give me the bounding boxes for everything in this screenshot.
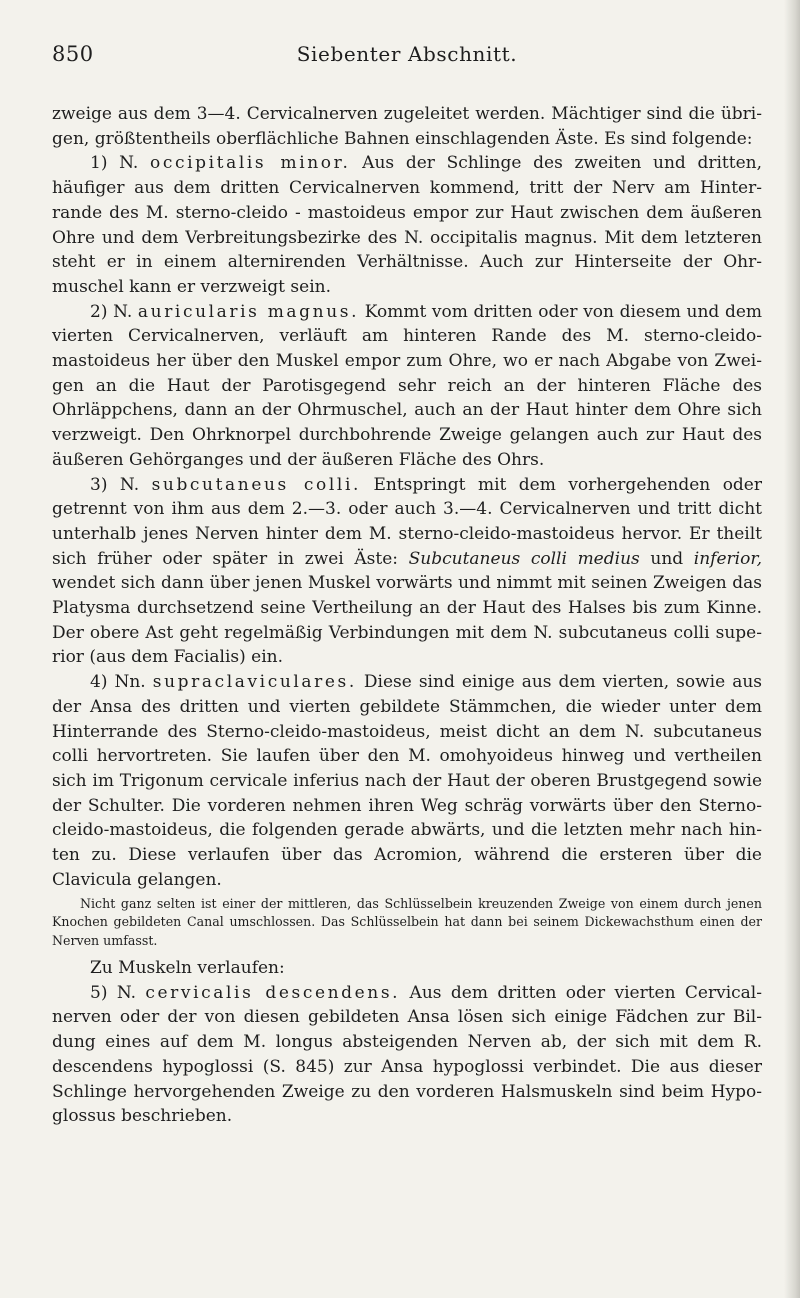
item-text: und <box>639 548 694 569</box>
page-header <box>52 42 762 78</box>
note-text: Nicht ganz selten ist einer der mittleren, das Schlüsselbein kreuzenden Zweige von einem durch jenen Knochen gebildeten Canal umschlossen. Das Schlüsselbein hat dann bei seinem Dickewachsthum einen der Nerven umfasst. <box>52 895 762 948</box>
item-text: Diese sind einige aus dem vierten, sowie aus der Ansa des dritten und vierten gebildete Stämmchen, die wieder unter dem Hinterrande des Sterno-cleido-mastoideus, meist dicht an dem N. subcutaneus colli hervortreten. Sie laufen über den M. omohyoideus hinweg und vertheilen sich im Trigonum cervicale inferius nach der Haut der oberen Brustgegend sowie der Schulter. Die vorderen nehmen ihren Weg schräg vorwärts über den Sterno-cleido-mastoideus, die folgenden gerade abwärts, und die letzten mehr nach hinten zu. Diese verlaufen über das Acromion, während die ersteren über die Clavicula gelangen. <box>52 672 763 890</box>
item-label: 1) N. <box>90 153 151 174</box>
subheading-muscles: Zu Muskeln verlaufen: <box>90 958 285 978</box>
nerve-name: auricularis magnus. <box>137 301 360 322</box>
body-text <box>52 102 762 1129</box>
nerve-name: occipitalis minor. <box>150 153 351 174</box>
paragraph-auricularis-magnus <box>52 300 762 473</box>
paragraph-occipitalis-minor <box>52 151 762 299</box>
nerve-name: supraclaviculares. <box>152 672 357 693</box>
paragraph-intro: zweige aus dem 3—4. Cervicalnerven zugeleitet werden. Mächtiger sind die übrigen, größtentheils oberflächliche Bahnen einschlagenden Äste. Es sind folgende: <box>52 104 762 149</box>
item-label: 5) N. <box>90 982 146 1003</box>
paragraph-cervicalis-descendens <box>52 981 762 1129</box>
nerve-name: subcutaneus colli. <box>151 474 361 495</box>
paragraph-subcutaneus-colli <box>52 473 762 671</box>
italic-term: Subcutaneus colli medius <box>408 548 640 569</box>
page-number: 850 <box>52 42 94 66</box>
nerve-name: cervicalis descendens. <box>145 982 401 1003</box>
item-text: Aus dem dritten oder vierten Cervicalnerven oder der von diesen gebildeten Ansa lösen sich einige Fädchen zur Bildung eines auf dem M. longus absteigenden Nerven ab, der sich mit dem R. descendens hypoglossi (S. 845) zur Ansa hypoglossi verbindet. Die aus dieser Schlinge hervorgehenden Zweige zu den vorderen Halsmuskeln sind beim Hypoglossus beschrieben. <box>52 982 762 1127</box>
paragraph-supraclaviculares <box>52 670 762 892</box>
item-text: Aus der Schlinge des zweiten und dritten, häufiger aus dem dritten Cervicalnerven kommend, tritt der Nerv am Hinterrande des M. sterno-cleido - mastoideus empor zur Haut zwischen dem äußeren Ohre und dem Verbreitungsbezirke des N. occipitalis magnus. Mit dem letzteren steht er in einem alternirenden Verhältnisse. Auch zur Hinterseite der Ohrmuschel kann er verzweigt sein. <box>52 153 762 297</box>
item-text: Entspringt mit dem vorhergehenden oder getrennt von ihm aus dem 2.—3. oder auch 3.—4. Cervicalnerven und tritt dicht unterhalb jenes Nerven hinter dem M. sterno-cleido-mastoideus hervor. Er theilt sich früher oder später in zwei Äste: <box>52 474 762 569</box>
page-edge-shadow <box>784 0 800 1298</box>
item-text: wendet sich dann über jenen Muskel vorwärts und nimmt mit seinen Zweigen das Platysma durchsetzend seine Vertheilung an der Haut des Halses bis zum Kinne. Der obere Ast geht regelmäßig Verbindungen mit dem N. subcutaneus colli superior (aus dem Facialis) ein. <box>52 573 762 668</box>
item-text: Kommt vom dritten oder von diesem und dem vierten Cervicalnerven, verläuft am hinteren Rande des M. sterno-cleido-mastoideus her über den Muskel empor zum Ohre, wo er nach Abgabe von Zweigen an die Haut der Parotisgegend sehr reich an der hinteren Fläche des Ohrläppchens, dann an der Ohrmuschel, auch an der Haut hinter dem Ohre sich verzweigt. Den Ohrknorpel durchbohrende Zweige gelangen auch zur Haut des äußeren Gehörganges und der äußeren Fläche des Ohrs. <box>52 301 763 470</box>
running-title: Siebenter Abschnitt. <box>296 42 518 66</box>
footnote-small-print <box>52 895 762 951</box>
book-page <box>52 0 762 1129</box>
item-label: 2) N. <box>90 301 138 322</box>
item-label: 3) N. <box>90 474 152 495</box>
item-label: 4) Nn. <box>90 672 153 693</box>
italic-term: inferior, <box>693 548 762 569</box>
